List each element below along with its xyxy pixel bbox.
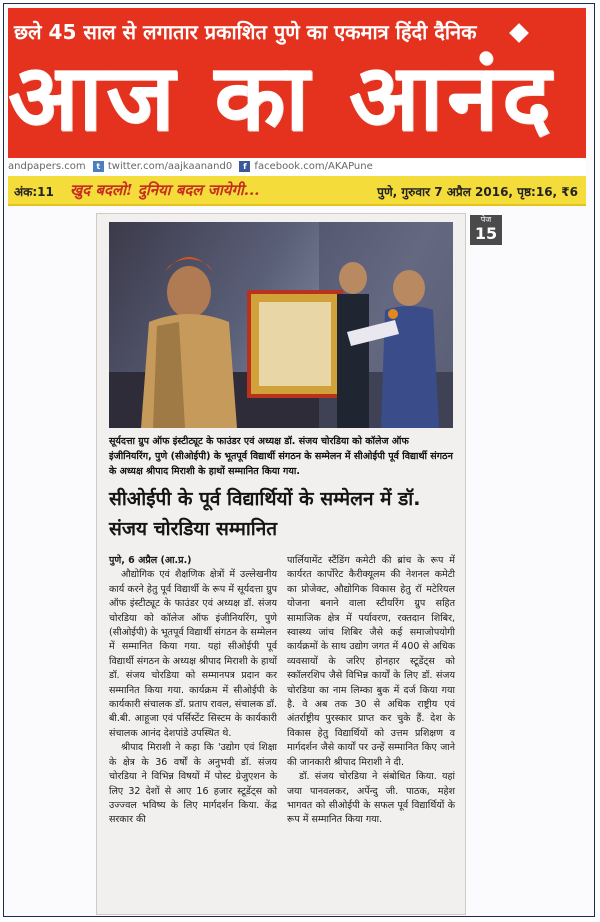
article-body xyxy=(109,554,455,906)
article-paragraph: डॉ. संजय चोरडिया ने संबोधित किया. यहां जया पानवलकर, अर्पेन्दु जी. पाठक, महेश भागवत को सीओईपी के सफल पूर्व विद्यार्थियों के रूप में सम्मानित किया गया. xyxy=(287,771,455,826)
slogan: खुद बदलो! दुनिया बदल जायेगी... xyxy=(70,181,260,199)
website-link[interactable]: andpapers.com xyxy=(8,161,86,172)
award-ceremony-illustration xyxy=(109,222,453,428)
article-paragraph: पार्लियामेंट स्टैंडिंग कमेटी की ब्रांच के रूप में कार्यरत कार्पोरेट कैरीक्यूलम की नेशनल कमेटी का प्रोजेक्ट, औद्योगिक विकास हेतु रॉ मटेरियल योजना बनाने वाला स्टीयरिंग ग्रुप सहित सामाजिक क्षेत्र में पर्यावरण, रक्तदान शिबिर, स्वास्थ्य जांच शिबिर जैसे कई समाजोपयोगी कार्यक्रमों के साथ उद्योग जगत में 400 से अधिक व्यवसायों के जरिए होनहार स्टूडेंट्स को स्कॉलरशिप जैसे विभिन्न कार्यों के लिए डॉ. संजय चोरडिया का नाम लिम्का बुक में दर्ज किया गया है. वे अब तक 30 से अधिक राष्ट्रीय एवं अंतर्राष्ट्रीय पुरस्कार प्राप्त कर चुके हैं. देश के विकास हेतु विद्यार्थियों को उत्तम प्रशिक्षण व मार्गदर्शन जैसे कार्यों पर उन्हें सम्मानित किए जाने की जानकारी श्रीपाद मिराशी ने दी. xyxy=(287,555,455,768)
twitter-icon: t xyxy=(93,161,104,172)
article-column-2 xyxy=(287,554,455,828)
award-photo xyxy=(109,222,453,428)
dateline: पुणे, गुरुवार 7 अप्रैल 2016, पृष्ठ:16, ₹6 xyxy=(377,185,578,199)
diamond-icon xyxy=(509,23,529,43)
page-number: 15 xyxy=(474,224,498,243)
news-clipping xyxy=(96,213,466,915)
page-label: पेज xyxy=(480,215,492,224)
facebook-icon: f xyxy=(239,161,250,172)
issue-number: अंक:11 xyxy=(14,185,54,199)
social-links-bar xyxy=(8,158,586,176)
masthead-tagline: छले 45 साल से लगातार प्रकाशित पुणे का एकमात्र हिंदी दैनिक xyxy=(14,20,477,44)
photo-caption: सूर्यदत्ता ग्रुप ऑफ इंस्टीट्यूट के फाउंडर एवं अध्यक्ष डॉ. संजय चोरडिया को कॉलेज ऑफ इंजीनियरिंग, पुणे (सीओईपी) के भूतपूर्व विद्यार्थी संगठन के सम्मेलन में सीओईपी पूर्व विद्यार्थी संगठन के अध्यक्ष श्रीपाद मिराशी के हाथों सम्मानित किया गया. xyxy=(109,436,453,477)
article-headline: सीओईपी के पूर्व विद्यार्थियों के सम्मेलन में डॉ. संजय चोरडिया सम्मानित xyxy=(109,488,421,540)
article-column-1 xyxy=(109,554,277,828)
masthead xyxy=(8,8,586,158)
newspaper-title: आज का आनंद xyxy=(8,44,555,151)
article-paragraph: औद्योगिक एवं शैक्षणिक क्षेत्रों में उल्लेखनीय कार्य करने हेतु पूर्व विद्यार्थी के रूप में सूर्यदत्ता ग्रुप ऑफ इंस्टीट्यूट के फाउंडर एवं अध्यक्ष डॉ. संजय चोरडिया को कॉलेज ऑफ इंजीनियरिंग, पुणे (सीओईपी) के भूतपूर्व विद्यार्थी संगठन के सम्मेलन में सम्मानित किया गया. यहां सीओईपी पूर्व विद्यार्थी संगठन के अध्यक्ष श्रीपाद मिराशी के हाथों डॉ. संजय चोरडिया को सम्मानपत्र प्रदान कर सम्मानित किया गया. कार्यक्रम में सीओईपी के कार्यकारी संचालक डॉ. प्रताप रावल, संचालक डॉ. बी.बी. आहूजा एवं पर्सिस्टेंट सिस्टम के कार्यकारी संचालक आनंद देशपांडे उपस्थित थे. xyxy=(109,569,277,739)
article-paragraph: श्रीपाद मिराशी ने कहा कि 'उद्योग एवं शिक्षा के क्षेत्र के 36 वर्षों के अनुभवी डॉ. संजय चोरडिया ने विभिन्न विषयों में पोस्ट ग्रेजुएशन के लिए 32 देशों से आए 16 हजार स्टूडेंट्स को उज्ज्वल भविष्य के लिए मार्गदर्शन किया. केंद्र सरकार की xyxy=(109,742,277,826)
twitter-link[interactable]: twitter.com/aajkaanand0 xyxy=(107,161,233,172)
article-byline: पुणे, 6 अप्रैल (आ.प्र.) xyxy=(109,555,192,566)
facebook-link[interactable]: facebook.com/AKAPune xyxy=(254,161,373,172)
page-number-tag xyxy=(470,215,502,245)
issue-info-bar xyxy=(8,176,586,206)
